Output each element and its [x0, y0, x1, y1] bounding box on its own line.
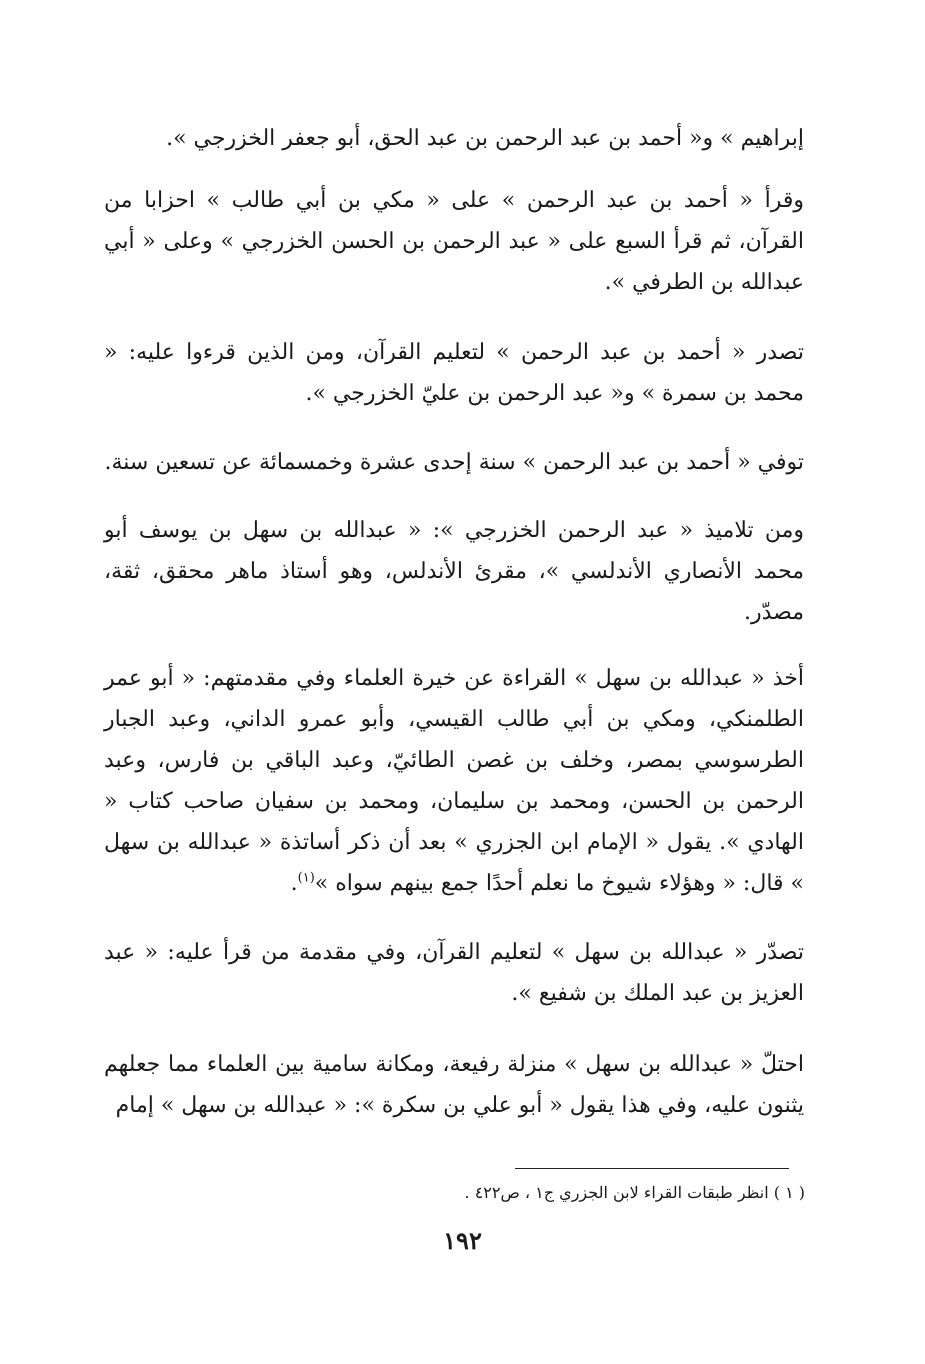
footnote-divider — [515, 1168, 789, 1169]
paragraph-2: وقرأ « أحمد بن عبد الرحمن » على « مكي بن أبي طالب » احزابا من القرآن، ثم قرأ السبع على « عبد الرحمن بن الحسن الخزرجي » وعلى « أبي عبدالله بن الطرفي ». — [104, 188, 804, 295]
paragraph-4: توفي « أحمد بن عبد الرحمن » سنة إحدى عشرة وخمسمائة عن تسعين سنة. — [104, 450, 804, 475]
footnote: ( ١ ) انظر طبقات القراء لابن الجزري ج١ ، ص٤٢٢ . — [464, 1183, 805, 1202]
paragraph-7: تصدّر « عبدالله بن سهل » لتعليم القرآن، وفي مقدمة من قرأ عليه: « عبد العزيز بن عبد الملك بن شفيع ». — [104, 940, 804, 1006]
paragraph-8: احتلّ « عبدالله بن سهل » منزلة رفيعة، ومكانة سامية بين العلماء مما جعلهم يثنون عليه، وفي هذا يقول « أبو علي بن سكرة »: « عبدالله بن سهل » إمام — [104, 1052, 804, 1118]
paragraph-6-end: . — [290, 871, 298, 896]
paragraph-5: ومن تلاميذ « عبد الرحمن الخزرجي »: « عبدالله بن سهل بن يوسف أبو محمد الأنصاري الأندلسي »، مقرئ الأندلس، وهو أستاذ ماهر محقق، ثقة، مصدّر. — [104, 518, 804, 625]
paragraph-6 — [104, 658, 804, 904]
paragraph-3: تصدر « أحمد بن عبد الرحمن » لتعليم القرآن، ومن الذين قرءوا عليه: « محمد بن سمرة » و« عبد الرحمن بن عليّ الخزرجي ». — [104, 340, 804, 406]
footnote-marker: (١) — [297, 870, 315, 886]
page-number: ١٩٢ — [443, 1226, 482, 1255]
paragraph-1: إبراهيم » و« أحمد بن عبد الرحمن بن عبد الحق، أبو جعفر الخزرجي ». — [166, 126, 804, 151]
paragraph-6-text: أخذ « عبدالله بن سهل » القراءة عن خيرة العلماء وفي مقدمتهم: « أبو عمر الطلمنكي، ومكي بن أبي طالب القيسي، وأبو عمرو الداني، وعبد الجبار الطرسوسي بمصر، وخلف بن غصن الطائيّ، وعبد الباقي بن فارس، وعبد الرحمن بن الحسن، ومحمد بن سليمان، ومحمد بن سفيان صاحب كتاب « الهادي ». يقول « الإمام ابن الجزري » بعد أن ذكر أساتذة « عبدالله بن سهل » قال: « وهؤلاء شيوخ ما نعلم أحدًا جمع بينهم سواه » — [104, 666, 804, 896]
